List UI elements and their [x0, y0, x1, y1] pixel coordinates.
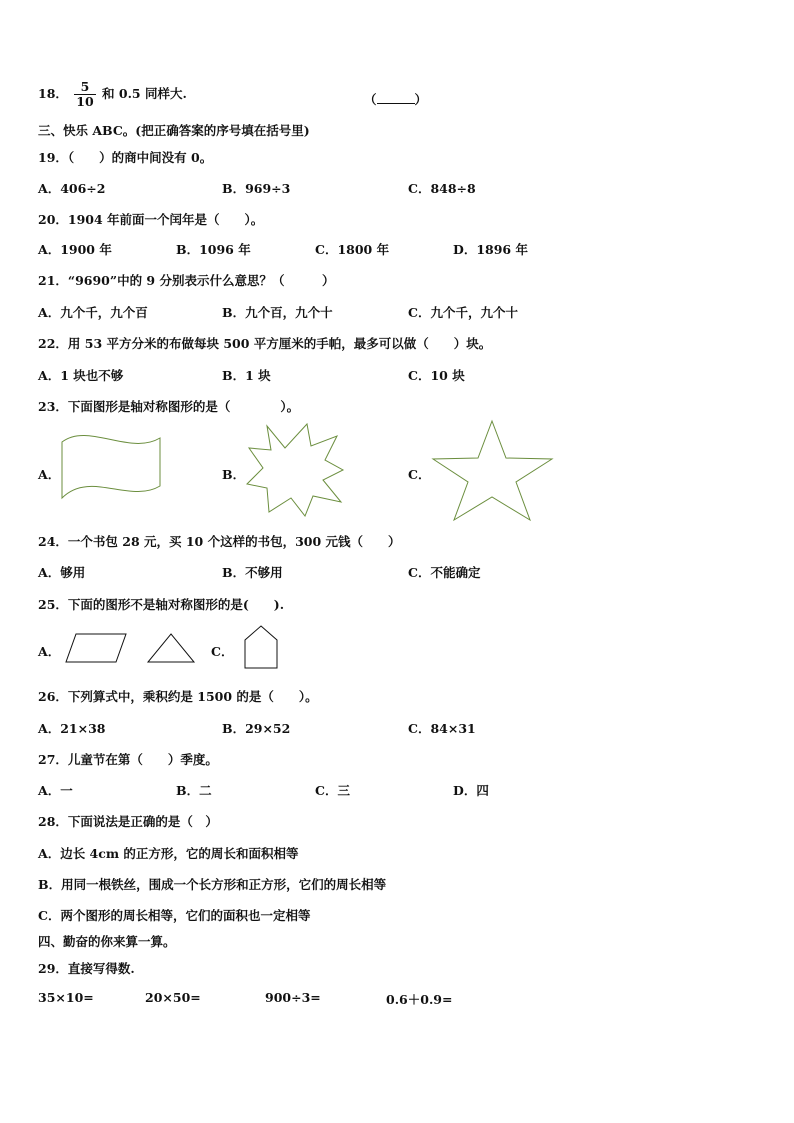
question-21-stem: 21．“9690”中的 9 分别表示什么意思？（ ） — [38, 273, 335, 288]
q26-option-b[interactable]: B．29×52 — [222, 721, 291, 736]
q18-text: 和 0.5 同样大. — [102, 86, 187, 101]
fraction-5-10 — [74, 80, 95, 109]
pentagon-house-shape — [243, 624, 279, 670]
q28-option-a[interactable]: A．边长 4cm 的正方形，它的周长和面积相等 — [38, 846, 299, 861]
q28-option-b[interactable]: B．用同一根铁丝，围成一个长方形和正方形，它们的周长相等 — [38, 877, 387, 892]
q19-option-b[interactable]: B．969÷3 — [222, 181, 291, 196]
parallelogram-shape — [64, 632, 128, 664]
q29-expr-3: 900÷3= — [265, 990, 321, 1005]
q23-option-b-label[interactable]: B． — [222, 467, 246, 482]
q20-option-a[interactable]: A．1900 年 — [38, 242, 112, 257]
q27-option-d[interactable]: D．四 — [453, 783, 489, 798]
section-3-heading: 三、快乐 ABC。(把正确答案的序号填在括号里) — [38, 123, 310, 138]
q27-option-a[interactable]: A．一 — [38, 783, 73, 798]
question-26-stem: 26．下列算式中，乘积约是 1500 的是（ ）。 — [38, 689, 318, 704]
q20-option-c[interactable]: C．1800 年 — [315, 242, 390, 257]
q21-option-c[interactable]: C．九个千，九个十 — [408, 305, 518, 320]
question-18 — [38, 80, 187, 109]
q24-option-a[interactable]: A．够用 — [38, 565, 86, 580]
section-4-heading: 四、勤奋的你来算一算。 — [38, 934, 176, 949]
q26-option-c[interactable]: C．84×31 — [408, 721, 476, 736]
q29-expr-2: 20×50= — [145, 990, 201, 1005]
q27-option-b[interactable]: B．二 — [176, 783, 212, 798]
q29-expr-1: 35×10= — [38, 990, 94, 1005]
question-24-stem: 24．一个书包 28 元，买 10 个这样的书包，300 元钱（ ） — [38, 534, 401, 549]
question-28-stem: 28．下面说法是正确的是（ ） — [38, 814, 218, 829]
question-20-stem: 20．1904 年前面一个闰年是（ ）。 — [38, 212, 264, 227]
q26-option-a[interactable]: A．21×38 — [38, 721, 106, 736]
question-19-stem: 19．（ ）的商中间没有 0。 — [38, 150, 213, 165]
q22-option-b[interactable]: B．1 块 — [222, 368, 271, 383]
q21-option-b[interactable]: B．九个百，九个十 — [222, 305, 333, 320]
starburst-shape — [245, 422, 345, 518]
five-point-star-shape — [432, 420, 554, 522]
q19-option-a[interactable]: A．406÷2 — [38, 181, 106, 196]
q18-answer-blank[interactable] — [364, 90, 427, 108]
q25-option-a-label[interactable]: A． — [38, 644, 61, 659]
q18-number: 18． — [38, 86, 68, 101]
paren-close: ） — [414, 92, 428, 107]
q21-option-a[interactable]: A．九个千，九个百 — [38, 305, 148, 320]
q24-option-c[interactable]: C．不能确定 — [408, 565, 481, 580]
q20-option-b[interactable]: B．1096 年 — [176, 242, 251, 257]
answer-blank[interactable] — [377, 93, 415, 104]
question-25-stem: 25．下面的图形不是轴对称图形的是( ). — [38, 597, 285, 612]
q22-option-a[interactable]: A．1 块也不够 — [38, 368, 124, 383]
wavy-flag-shape — [60, 428, 162, 502]
q24-option-b[interactable]: B．不够用 — [222, 565, 283, 580]
q27-option-c[interactable]: C．三 — [315, 783, 350, 798]
q25-option-c-label[interactable]: C． — [211, 644, 234, 659]
question-27-stem: 27．儿童节在第（ ）季度。 — [38, 752, 218, 767]
q23-option-c-label[interactable]: C． — [408, 467, 431, 482]
fraction-denominator: 10 — [76, 94, 94, 109]
q28-option-c[interactable]: C．两个图形的周长相等，它们的面积也一定相等 — [38, 908, 311, 923]
q22-option-c[interactable]: C．10 块 — [408, 368, 465, 383]
paren-open: （ — [364, 92, 377, 107]
question-29-stem: 29．直接写得数. — [38, 961, 135, 976]
fraction-numerator: 5 — [74, 80, 95, 95]
triangle-shape — [146, 632, 196, 664]
q29-expr-4: 0.6＋0.9= — [386, 992, 453, 1007]
question-22-stem: 22．用 53 平方分米的布做每块 500 平方厘米的手帕，最多可以做（ ）块。 — [38, 336, 492, 351]
q19-option-c[interactable]: C．848÷8 — [408, 181, 476, 196]
q20-option-d[interactable]: D．1896 年 — [453, 242, 528, 257]
question-23-stem: 23．下面图形是轴对称图形的是（ ）。 — [38, 399, 300, 414]
q23-option-a-label[interactable]: A． — [38, 467, 61, 482]
